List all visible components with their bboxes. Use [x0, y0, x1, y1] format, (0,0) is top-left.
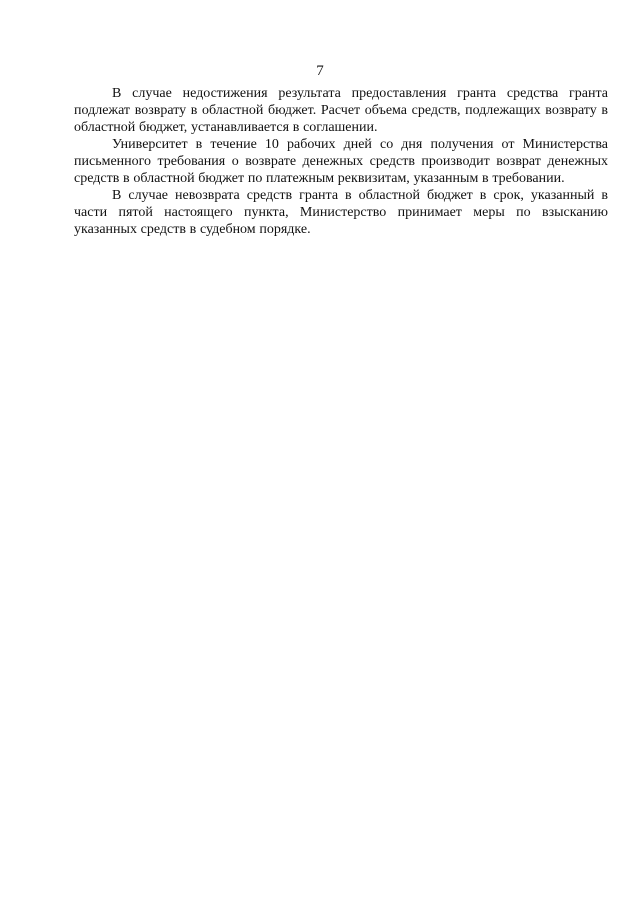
paragraph-grant-refund: В случае недостижения результата предоставления гранта средства гранта подлежат возврату в областной бюджет. Расчет объема средств, подлежащих возврату в областной бюджет, устанавливается в соглашении.: [74, 86, 608, 135]
paragraph-court-recovery: В случае невозврата средств гранта в областной бюджет в срок, указанный в части пятой настоящего пункта, Министерство принимает меры по взысканию указанных средств в судебном порядке.: [74, 188, 608, 237]
page-number: 7: [316, 63, 324, 79]
paragraph-university-refund-term: Университет в течение 10 рабочих дней со дня получения от Министерства письменного требования о возврате денежных средств производит возврат денежных средств в областной бюджет по платежным реквизитам, указанным в требовании.: [74, 137, 608, 186]
document-body: [74, 85, 608, 238]
